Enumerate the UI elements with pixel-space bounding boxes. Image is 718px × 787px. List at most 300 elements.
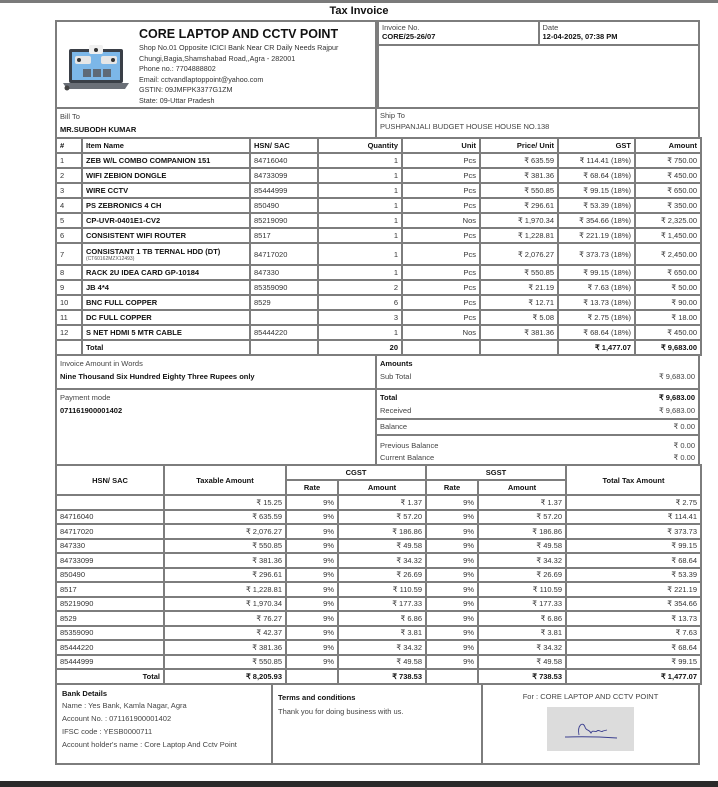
payment-mode-value-row	[60, 404, 372, 417]
item-number: 4	[60, 201, 65, 210]
item-quantity: 1	[393, 328, 398, 337]
tax-sgst-amount: ₹ 6.86	[478, 611, 566, 626]
item-name: RACK 2U IDEA CARD GP-10184	[86, 268, 200, 277]
tax-cgst-amount: ₹ 49.58	[338, 539, 426, 554]
item-unit-cell	[402, 183, 480, 198]
item-unit: Pcs	[463, 231, 476, 240]
item-name-cell	[82, 295, 250, 310]
item-quantity-cell	[318, 243, 402, 265]
item-amount: ₹ 90.00	[671, 298, 697, 307]
tax-col-sgst: SGST	[426, 465, 566, 480]
tax-row	[56, 510, 701, 525]
item-price-cell	[480, 228, 558, 243]
tax-sgst-amount: ₹ 34.32	[478, 640, 566, 655]
bill-to-label: Bill To	[60, 112, 80, 121]
ship-to-block	[377, 109, 700, 139]
item-name: WIRE CCTV	[86, 186, 129, 195]
item-amount: ₹ 650.00	[667, 186, 697, 195]
subtotal-block	[377, 356, 700, 390]
item-price: ₹ 381.36	[524, 328, 554, 337]
item-quantity-cell	[318, 228, 402, 243]
tax-cgst-amount: ₹ 3.81	[338, 626, 426, 641]
item-hsn: 8517	[254, 231, 271, 240]
total-label: Total	[380, 393, 398, 402]
item-unit-cell	[402, 280, 480, 295]
item-gst-cell	[558, 325, 635, 340]
tax-total: ₹ 53.39	[566, 568, 701, 583]
item-gst-cell	[558, 310, 635, 325]
item-amount-cell	[635, 168, 701, 183]
item-unit: Pcs	[463, 313, 476, 322]
item-quantity-cell	[318, 168, 402, 183]
item-unit: Nos	[462, 328, 476, 337]
item-number: 2	[60, 171, 65, 180]
item-quantity-cell	[318, 213, 402, 228]
item-number-cell	[56, 153, 82, 168]
tax-total-row	[56, 669, 701, 684]
balance-value: ₹ 0.00	[673, 422, 695, 431]
col-header-quantity: Quantity	[318, 138, 402, 153]
item-hsn-cell	[250, 198, 318, 213]
item-number: 7	[60, 249, 65, 259]
tax-total: ₹ 99.15	[566, 655, 701, 670]
tax-hsn: 8517	[56, 582, 164, 597]
invoice-number: CORE/25-26/07	[382, 32, 436, 41]
received-value: ₹ 9,683.00	[658, 406, 695, 415]
item-price: ₹ 635.59	[524, 156, 554, 165]
tax-sgst-rate: 9%	[426, 495, 478, 510]
tax-cgst-rate: 9%	[286, 582, 338, 597]
tax-total: ₹ 2.75	[566, 495, 701, 510]
items-total-amount: ₹ 9,683.00	[635, 340, 701, 355]
col-header-price: Price/ Unit	[480, 138, 558, 153]
invoice-header	[55, 20, 700, 109]
tax-col-taxable: Taxable Amount	[164, 465, 286, 495]
item-name-cell	[82, 325, 250, 340]
tax-cgst-rate: 9%	[286, 568, 338, 583]
item-amount-cell	[635, 280, 701, 295]
item-quantity-cell	[318, 280, 402, 295]
company-state: State: 09-Uttar Pradesh	[139, 95, 215, 105]
tax-total: ₹ 114.41	[566, 510, 701, 525]
col-header-item-name: Item Name	[82, 138, 250, 153]
tax-cgst-amount: ₹ 177.33	[338, 597, 426, 612]
total-blank-cell	[250, 340, 318, 355]
item-unit: Nos	[462, 216, 476, 225]
amount-in-words-label-row	[60, 357, 372, 370]
item-gst: ₹ 373.73 (18%)	[579, 249, 631, 259]
tax-taxable: ₹ 296.61	[164, 568, 286, 583]
tax-hsn: 847330	[56, 539, 164, 554]
item-quantity: 1	[393, 186, 398, 195]
item-gst: ₹ 68.64 (18%)	[583, 328, 631, 337]
subtotal-row	[380, 370, 695, 383]
item-amount: ₹ 350.00	[667, 201, 697, 210]
current-balance-row	[380, 452, 695, 464]
bank-name: Name : Yes Bank, Kamla Nagar, Agra	[62, 700, 187, 710]
tax-taxable: ₹ 76.27	[164, 611, 286, 626]
terms-text: Thank you for doing business with us.	[278, 706, 404, 716]
item-name: CONSISTANT 1 TB TERNAL HDD (DT)	[86, 246, 221, 256]
tax-taxable: ₹ 15.25	[164, 495, 286, 510]
tax-cgst-rate: 9%	[286, 495, 338, 510]
col-header-hsn: HSN/ SAC	[250, 138, 318, 153]
item-row	[56, 243, 701, 265]
item-name: PS ZEBRONICS 4 CH	[86, 201, 162, 210]
document-title: Tax Invoice	[329, 5, 389, 17]
item-number-cell	[56, 183, 82, 198]
item-serial: (CT60162MZX12493)	[86, 255, 135, 262]
signature-block	[483, 685, 700, 765]
current-balance-label: Current Balance	[380, 453, 435, 462]
invoice-meta-row	[377, 20, 700, 46]
item-quantity: 1	[393, 156, 398, 165]
tax-hsn: 85359090	[56, 626, 164, 641]
tax-sgst-amount: ₹ 177.33	[478, 597, 566, 612]
tax-sgst-amount: ₹ 3.81	[478, 626, 566, 641]
item-amount: ₹ 2,450.00	[660, 249, 697, 259]
item-amount: ₹ 450.00	[667, 171, 697, 180]
item-row	[56, 183, 701, 198]
tax-taxable: ₹ 550.85	[164, 539, 286, 554]
company-name: CORE LAPTOP AND CCTV POINT	[139, 27, 339, 41]
company-address-line1: Shop No.01 Opposite ICICI Bank Near CR Daily Needs Rajpur	[139, 43, 339, 52]
tax-row	[56, 524, 701, 539]
item-number: 5	[60, 216, 65, 225]
items-header-row	[56, 138, 701, 153]
item-quantity: 1	[393, 171, 398, 180]
item-row	[56, 325, 701, 340]
items-total-row	[56, 340, 701, 355]
tax-total-label: Total	[56, 669, 164, 684]
tax-sgst-rate: 9%	[426, 582, 478, 597]
tax-taxable: ₹ 381.36	[164, 553, 286, 568]
item-gst-cell	[558, 153, 635, 168]
item-quantity-cell	[318, 295, 402, 310]
item-name-cell	[82, 198, 250, 213]
total-row	[380, 391, 695, 404]
payment-mode-label: Payment mode	[60, 393, 111, 402]
item-unit: Pcs	[463, 186, 476, 195]
item-unit: Pcs	[463, 171, 476, 180]
tax-total: ₹ 99.15	[566, 539, 701, 554]
items-total-label: Total	[82, 340, 250, 355]
item-price: ₹ 1,228.81	[517, 231, 554, 240]
previous-balance-row	[380, 440, 695, 452]
item-gst-cell	[558, 183, 635, 198]
item-price: ₹ 381.36	[524, 171, 554, 180]
item-price-cell	[480, 153, 558, 168]
total-received-block	[377, 390, 700, 420]
tax-cgst-amount: ₹ 186.86	[338, 524, 426, 539]
tax-col-sgst-rate: Rate	[426, 480, 478, 495]
tax-sgst-amount: ₹ 26.69	[478, 568, 566, 583]
tax-total-sgst: ₹ 738.53	[478, 669, 566, 684]
tax-sgst-amount: ₹ 49.58	[478, 655, 566, 670]
item-hsn-cell	[250, 243, 318, 265]
item-price-cell	[480, 183, 558, 198]
bank-account-holder: Account holder's name : Core Laptop And Cctv Point	[62, 739, 237, 749]
item-number-cell	[56, 198, 82, 213]
ship-to-address: PUSHPANJALI BUDGET HOUSE HOUSE NO.138	[380, 122, 550, 131]
item-name-cell	[82, 153, 250, 168]
tax-total: ₹ 68.64	[566, 553, 701, 568]
item-price: ₹ 2,076.27	[517, 249, 554, 259]
tax-hsn: 85444220	[56, 640, 164, 655]
tax-cgst-amount: ₹ 26.69	[338, 568, 426, 583]
invoice-date: 12-04-2025, 07:38 PM	[542, 32, 618, 41]
item-amount: ₹ 750.00	[667, 156, 697, 165]
tax-total-cgst: ₹ 738.53	[338, 669, 426, 684]
tax-sgst-rate: 9%	[426, 524, 478, 539]
item-gst: ₹ 354.66 (18%)	[579, 216, 631, 225]
item-unit: Pcs	[463, 156, 476, 165]
amounts-summary	[377, 356, 700, 466]
item-name: ZEB W/L COMBO COMPANION 151	[86, 156, 211, 165]
item-amount-cell	[635, 228, 701, 243]
item-hsn-cell	[250, 310, 318, 325]
tax-cgst-rate: 9%	[286, 655, 338, 670]
invoice-date-label: Date	[542, 23, 559, 32]
item-number-cell	[56, 310, 82, 325]
tax-cgst-rate: 9%	[286, 597, 338, 612]
viewer-top-bar	[0, 0, 718, 3]
tax-row	[56, 626, 701, 641]
item-unit-cell	[402, 213, 480, 228]
tax-taxable: ₹ 1,228.81	[164, 582, 286, 597]
item-quantity-cell	[318, 183, 402, 198]
item-hsn: 8529	[254, 298, 271, 307]
item-row	[56, 153, 701, 168]
tax-hsn: 84717020	[56, 524, 164, 539]
tax-cgst-rate: 9%	[286, 539, 338, 554]
words-payment-block	[55, 356, 377, 466]
tax-cgst-amount: ₹ 1.37	[338, 495, 426, 510]
tax-cgst-rate: 9%	[286, 524, 338, 539]
item-row	[56, 295, 701, 310]
tax-header-row-1	[56, 465, 701, 480]
col-header-unit: Unit	[402, 138, 480, 153]
tax-taxable: ₹ 42.37	[164, 626, 286, 641]
item-amount-cell	[635, 310, 701, 325]
item-hsn: 847330	[254, 268, 280, 277]
item-unit-cell	[402, 265, 480, 280]
tax-hsn	[56, 495, 164, 510]
item-name: DC FULL COPPER	[86, 313, 152, 322]
item-number-cell	[56, 168, 82, 183]
viewer-bottom-bar	[0, 781, 718, 787]
item-unit: Pcs	[463, 268, 476, 277]
terms-block	[273, 685, 483, 765]
tax-hsn: 8529	[56, 611, 164, 626]
tax-cgst-rate: 9%	[286, 626, 338, 641]
tax-taxable: ₹ 635.59	[164, 510, 286, 525]
tax-row	[56, 553, 701, 568]
item-amount-cell	[635, 198, 701, 213]
balance-label: Balance	[380, 422, 408, 431]
item-hsn-cell	[250, 265, 318, 280]
item-price: ₹ 296.61	[524, 201, 554, 210]
item-hsn-cell	[250, 295, 318, 310]
payment-mode-value: 071161900001402	[60, 406, 123, 415]
tax-col-cgst-amount: Amount	[338, 480, 426, 495]
tax-sgst-rate: 9%	[426, 539, 478, 554]
company-email: Email: cctvandlaptoppoint@yahoo.com	[139, 74, 264, 84]
bank-ifsc: IFSC code : YESB0000711	[62, 726, 153, 736]
item-name: CP-UVR-0401E1-CV2	[86, 216, 161, 225]
tax-cgst-rate: 9%	[286, 611, 338, 626]
item-price: ₹ 5.08	[532, 313, 554, 322]
bank-account-number: Account No. : 071161900001402	[62, 713, 172, 723]
item-gst-cell	[558, 280, 635, 295]
item-price-cell	[480, 168, 558, 183]
item-name-cell	[82, 265, 250, 280]
subtotal-label: Sub Total	[380, 372, 412, 381]
payment-mode-block	[55, 390, 377, 466]
payment-mode-label-row	[60, 391, 372, 404]
invoice-number-label: Invoice No.	[382, 23, 420, 32]
tax-taxable: ₹ 381.36	[164, 640, 286, 655]
item-quantity-cell	[318, 325, 402, 340]
item-price-cell	[480, 243, 558, 265]
tax-taxable: ₹ 1,970.34	[164, 597, 286, 612]
tax-sgst-rate: 9%	[426, 655, 478, 670]
bill-ship-section	[55, 109, 700, 139]
items-total-qty: 20	[318, 340, 402, 355]
received-row	[380, 404, 695, 417]
item-unit-cell	[402, 168, 480, 183]
item-quantity: 6	[393, 298, 398, 307]
total-value: ₹ 9,683.00	[658, 393, 695, 402]
tax-hsn: 85219090	[56, 597, 164, 612]
tax-cgst-rate: 9%	[286, 553, 338, 568]
item-hsn: 85219090	[254, 216, 288, 225]
item-gst: ₹ 7.63 (18%)	[587, 283, 631, 292]
item-name: WIFI ZEBION DONGLE	[86, 171, 167, 180]
item-unit-cell	[402, 295, 480, 310]
subtotal-value: ₹ 9,683.00	[658, 372, 695, 381]
item-number-cell	[56, 280, 82, 295]
invoice-number-cell	[377, 20, 540, 46]
company-address-line2: Chungi,Bagia,Shamshabad Road,,Agra - 282001	[139, 53, 296, 63]
tax-sgst-rate: 9%	[426, 611, 478, 626]
laptop-cctv-logo-icon	[61, 31, 131, 101]
item-hsn-cell	[250, 168, 318, 183]
balance-block	[377, 420, 700, 436]
balance-row	[380, 421, 695, 433]
item-name: CONSISTENT WIFI ROUTER	[86, 231, 186, 240]
item-unit: Pcs	[463, 283, 476, 292]
items-table	[55, 137, 702, 356]
item-quantity: 3	[393, 313, 398, 322]
item-gst-cell	[558, 295, 635, 310]
item-price-cell	[480, 265, 558, 280]
item-gst: ₹ 2.75 (18%)	[587, 313, 631, 322]
col-header-amount: Amount	[635, 138, 701, 153]
current-balance-value: ₹ 0.00	[673, 453, 695, 462]
item-quantity: 1	[393, 201, 398, 210]
tax-cgst-amount: ₹ 110.59	[338, 582, 426, 597]
item-gst-cell	[558, 243, 635, 265]
item-quantity-cell	[318, 153, 402, 168]
item-hsn: 84717020	[254, 249, 288, 259]
item-unit-cell	[402, 228, 480, 243]
item-unit-cell	[402, 243, 480, 265]
item-amount-cell	[635, 183, 701, 198]
total-blank-cell	[480, 340, 558, 355]
item-number: 6	[60, 231, 65, 240]
tax-hsn: 84716040	[56, 510, 164, 525]
item-gst: ₹ 99.15 (18%)	[583, 268, 631, 277]
item-number: 3	[60, 186, 65, 195]
tax-col-sgst-amount: Amount	[478, 480, 566, 495]
tax-sgst-rate: 9%	[426, 597, 478, 612]
item-hsn: 85444999	[254, 186, 288, 195]
signature-image-icon	[547, 707, 634, 751]
amount-in-words-value: Nine Thousand Six Hundred Eighty Three Rupees only	[60, 372, 255, 381]
tax-row	[56, 568, 701, 583]
tax-sgst-amount: ₹ 34.32	[478, 553, 566, 568]
item-name: JB 4*4	[86, 283, 109, 292]
item-quantity: 1	[393, 231, 398, 240]
previous-balance-value: ₹ 0.00	[673, 441, 695, 450]
terms-heading: Terms and conditions	[278, 692, 356, 702]
tax-sgst-rate: 9%	[426, 568, 478, 583]
tax-sgst-rate: 9%	[426, 640, 478, 655]
bill-to-name: MR.SUBODH KUMAR	[60, 125, 137, 134]
bill-to-block	[55, 109, 377, 139]
company-gstin: GSTIN: 09JMFPK3377G1ZM	[139, 85, 233, 94]
item-amount-cell	[635, 325, 701, 340]
item-gst: ₹ 53.39 (18%)	[583, 201, 631, 210]
tax-sgst-amount: ₹ 110.59	[478, 582, 566, 597]
item-quantity-cell	[318, 265, 402, 280]
item-number: 12	[60, 328, 69, 337]
tax-total: ₹ 68.64	[566, 640, 701, 655]
tax-total-taxable: ₹ 8,205.93	[164, 669, 286, 684]
item-price: ₹ 550.85	[524, 186, 554, 195]
amount-in-words-block	[55, 356, 377, 390]
item-quantity-cell	[318, 198, 402, 213]
tax-sgst-amount: ₹ 186.86	[478, 524, 566, 539]
amounts-heading: Amounts	[380, 359, 413, 368]
item-price: ₹ 1,970.34	[517, 216, 554, 225]
tax-cgst-rate: 9%	[286, 510, 338, 525]
item-amount: ₹ 18.00	[671, 313, 697, 322]
tax-row	[56, 611, 701, 626]
tax-col-cgst: CGST	[286, 465, 426, 480]
item-number: 1	[60, 156, 65, 165]
item-amount-cell	[635, 213, 701, 228]
tax-row	[56, 597, 701, 612]
item-unit-cell	[402, 310, 480, 325]
item-gst: ₹ 99.15 (18%)	[583, 186, 631, 195]
item-hsn: 85359090	[254, 283, 288, 292]
amount-in-words-value-row	[60, 370, 372, 383]
item-row	[56, 280, 701, 295]
item-name: S NET HDMI 5 MTR CABLE	[86, 328, 182, 337]
tax-row	[56, 655, 701, 670]
item-price-cell	[480, 310, 558, 325]
item-hsn-cell	[250, 153, 318, 168]
tax-total: ₹ 354.66	[566, 597, 701, 612]
item-number-cell	[56, 325, 82, 340]
company-block	[55, 20, 377, 109]
tax-hsn: 84733099	[56, 553, 164, 568]
tax-col-hsn: HSN/ SAC	[56, 465, 164, 495]
tax-total: ₹ 13.73	[566, 611, 701, 626]
item-quantity: 2	[393, 283, 398, 292]
